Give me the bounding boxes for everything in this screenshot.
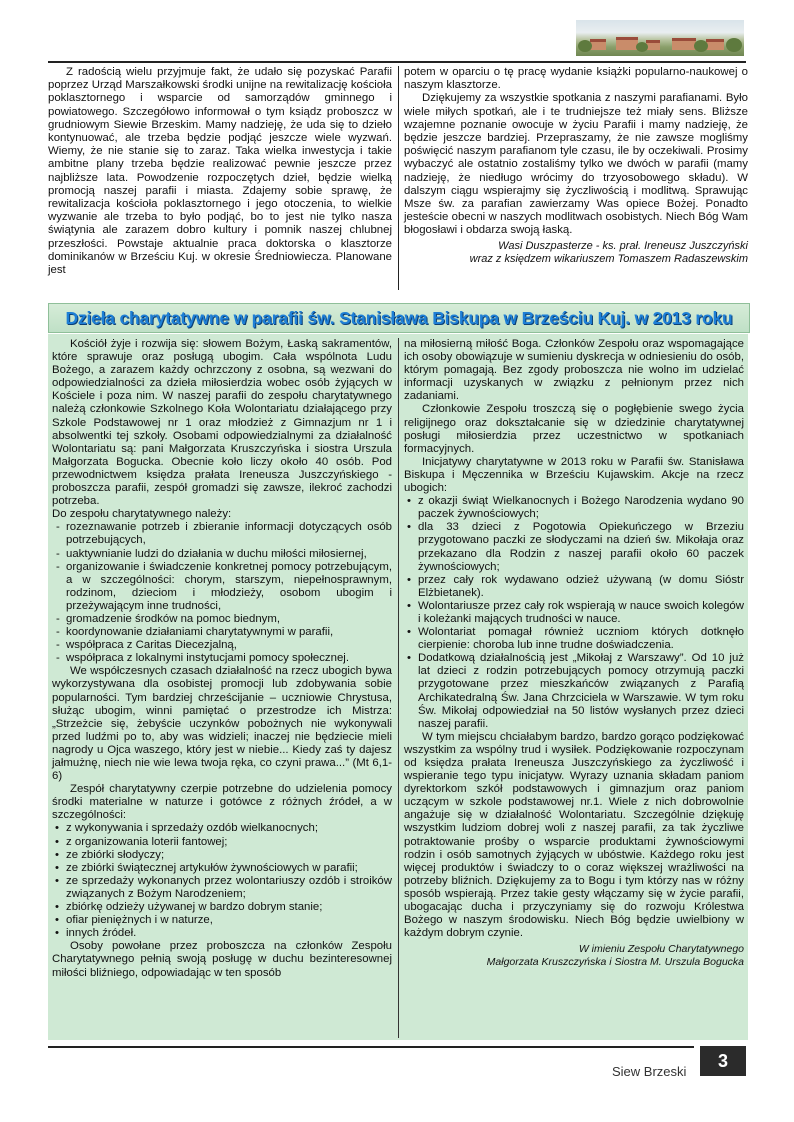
list-item: - uaktywnianie ludzi do działania w duchu miłości miłosiernej, bbox=[52, 548, 392, 561]
list-item: • z okazji świąt Wielkanocnych i Bożego Narodzenia wydano 90 paczek żywnościowych; bbox=[404, 495, 744, 521]
signature-line: Małgorzata Kruszczyńska i Siostra M. Urszula Bogucka bbox=[486, 955, 744, 968]
signature-line: Wasi Duszpasterze - ks. prał. Ireneusz Juszczyński bbox=[498, 239, 748, 252]
list-item: - współpraca z Caritas Diecezjalną, bbox=[52, 639, 392, 652]
list-item: • zbiórkę odzieży używanej w bardzo dobrym stanie; bbox=[52, 901, 392, 914]
list-item: - organizowanie i świadczenie konkretnej pomocy potrzebującym, a w szczególności: chorym, starszym, niepełnosprawnym, rodzinom, dzieciom i młodzieży, osobom ubogim i przeżywającym inne trudności, bbox=[52, 561, 392, 613]
column-divider-article bbox=[398, 338, 399, 1038]
top-signature bbox=[404, 240, 748, 266]
duties-list bbox=[52, 521, 392, 665]
paragraph: Członkowie Zespołu troszczą się o pogłębienie swego życia religijnego oraz dokształcanie się w dziedzinie charytatywnej posługi miłosierdzia przez uczestnictwo w spotkaniach formacyjnych. bbox=[404, 403, 744, 455]
article-left-column bbox=[52, 338, 392, 980]
publication-name: Siew Brzeski bbox=[612, 1064, 687, 1079]
list-item: • ofiar pieniężnych i w naturze, bbox=[52, 914, 392, 927]
list-item: • dla 33 dzieci z Pogotowia Opiekuńczego w Brzeziu przygotowano paczki ze słodyczami na dzień św. Mikołaja oraz przekazano dla Rodzin z naszej parafii około 60 paczek żywnościowych; bbox=[404, 521, 744, 573]
signature-line: W imieniu Zespołu Charytatywnego bbox=[578, 943, 744, 956]
top-section bbox=[48, 66, 748, 290]
list-item: - koordynowanie działaniami charytatywnymi w parafii, bbox=[52, 626, 392, 639]
header-photo bbox=[576, 20, 744, 56]
paragraph: W tym miejscu chciałabym bardzo, bardzo gorąco podziękować wszystkim za wspólny trud i wysiłek. Podziękowanie rozpoczynam od księdza prałata Ireneusza Juszczyńskiego za życzliwość i wspieranie tego typu inicjatyw. Wyrazy uznania składam paniom dyrektorkom szkół podstawowych i gimnazjum oraz paniom uczącym w szkole podstawowej nr.1. Wiele z nich dobrowolnie angażuje się w działalność Wolontariatu. Szczególnie dziękuję wszystkim ludziom dobrej woli z naszej parafii, za tak życzliwe potraktowanie prośby o wsparcie produktami żywnościowymi rodzin i osób samotnych żyjących w ubóstwie. Każdego roku jest więcej produktów i świadczy to o coraz większej wrażliwości na potrzeby bliźnich. Dziękujemy za to Bogu i tym którzy nas w różny sposób wspierają. Przez takie gesty włączamy się w życie parafii, ubogacając ducha i przyczyniamy się do rozwoju Królestwa Bożego w naszym środowisku. Niech Bóg będzie uwielbiony w każdym dobrym czynie. bbox=[404, 730, 744, 940]
paragraph: Dziękujemy za wszystkie spotkania z naszymi parafianami. Było wiele miłych spotkań, ale i te trudniejsze też miały sens. Bliższe wzajemne poznanie owocuje w życiu Parafii i mamy nadzieję, że będzie jeszcze bardziej. Przepraszamy, że nie zawsze mogliśmy poświęcić naszym parafianom tyle czasu, ile by oczekiwali. Prosimy wybaczyć ale ostatnio zostaliśmy tylko we dwóch w parafii (mamy nadzieję, że niedługo wrócimy do trzyosobowego składu). W dalszym ciągu wspierajmy się życzliwością i modlitwą. Sprawując Msze św. za parafian zawierzamy Was opiece Bożej. Ponadto jesteście obecni w naszych modlitwach osobistych. Niech Bóg Wam błogosławi i obdarza swoją łaską. bbox=[404, 92, 748, 237]
header-rule bbox=[48, 61, 746, 63]
paragraph: potem w oparciu o tę pracę wydanie książki popularno-naukowej o naszym klasztorze. bbox=[404, 66, 748, 92]
list-item: • z wykonywania i sprzedaży ozdób wielkanocnych; bbox=[52, 822, 392, 835]
paragraph: na miłosierną miłość Boga. Członków Zespołu oraz wspomagające ich osoby obowiązuje w sumieniu dyskrecja w odniesieniu do osób, którym pomagają. Bez zgody proboszcza nie wolno im udzielać informacji uzyskanych w związku z pełnionym przez nich zadaniami. bbox=[404, 338, 744, 403]
paragraph: Zespół charytatywny czerpie potrzebne do udzielenia pomocy środki materialne w naturze i gotówce z różnych źródeł, a w szczególności: bbox=[52, 783, 392, 822]
article-title: Dzieła charytatywne w parafii św. Stanisława Biskupa w Brześciu Kuj. w 2013 roku bbox=[65, 307, 733, 328]
list-item: • Wolontariat pomagał również uczniom których dotknęło cierpienie: choroba lub inne trudne doświadczenia. bbox=[404, 626, 744, 652]
footer-rule bbox=[48, 1046, 694, 1048]
paragraph: Z radością wielu przyjmuje fakt, że udało się pozyskać Parafii poprzez Urząd Marszałkowski środki unijne na rewitalizację kościoła poklasztornego i wsparcie od samorządów gminnego i powiatowego. Szczegółowo informował o tym ksiądz proboszcz w grudniowym Siewie Brzeskim. Mamy nadzieję, że uda się to dzieło kontynuować, ale trzeba będzie podjąć jeszcze wiele wyzwań. Wiemy, że nie stanie się to zaraz. Taka wielka inwestycja i takie ambitne plany trzeba będzie realizować pewnie jeszcze przez najbliższe lata. Powodzenie rozpoczętych dzieł, będzie wielką promocją naszej parafii i miasta. Zdajemy sobie sprawę, że rewitalizacja kościoła poklasztornego i jego otoczenia, to wielkie wyzwanie ale trzeba to było podjąć, bo to jest nie tylko nasza świątynia ale zarazem dobro kultury i pomnik naszej chlubnej przeszłości. Powstaje aktualnie praca doktorska o klasztorze dominikanów w Brześciu Kuj. w okresie Średniowiecza. Planowane jest bbox=[48, 66, 392, 277]
list-item: • Wolontariusze przez cały rok wspierają w nauce swoich kolegów i koleżanki mających trudności w nauce. bbox=[404, 600, 744, 626]
list-intro: Do zespołu charytatywnego należy: bbox=[52, 508, 232, 521]
top-left-column bbox=[48, 66, 392, 277]
top-right-column bbox=[404, 66, 748, 266]
list-item: - gromadzenie środków na pomoc biednym, bbox=[52, 613, 392, 626]
list-item: - współpraca z lokalnymi instytucjami pomocy społecznej. bbox=[52, 652, 392, 665]
paragraph: We współczesnych czasach działalność na rzecz ubogich bywa wykorzystywana dla osobistej promocji lub zdobywania sobie popularności. Tym bardziej chrześcijanie – uczniowie Chrystusa, służąc ubogim, winni pamiętać o przestrodze ich Mistrza: „Strzeżcie się, żebyście uczynków pobożnych nie wykonywali przed ludźmi po to, aby was widzieli; inaczej nie będziecie mieli nagrody u Ojca waszego, który jest w niebie... Kiedy zaś ty dajesz jałmużnę, niech nie wie lewa twoja ręka, co czyni prawa...” (Mt 6,1-6) bbox=[52, 665, 392, 783]
list-item: • ze sprzedaży wykonanych przez wolontariuszy ozdób i stroików związanych z Bożym Narodzeniem; bbox=[52, 875, 392, 901]
paragraph: Kościół żyje i rozwija się: słowem Bożym, Łaską sakramentów, które sprawuje oraz posługą ubogim. Cała wspólnota Ludu Bożego, a zarazem każdy ochrzczony z osobna, są wezwani do odpowiedzialności za dzieła miłosierdzia wobec osób żyjących w Kościele i poza nim. W naszej parafii do zespołu charytatywnego należą członkowie Szkolnego Koła Wolontariatu działającego przy Szkole Podstawowej nr 1 oraz młodzież z Gimnazjum nr 1 i absolwentki tej szkoły. Osobami odpowiedzialnymi za działalność Wolontariatu są: pani Małgorzata Kruszczyńska i siostra Urszula Małgorzata Bogucka. Obecnie koło liczy około 40 osób. Pod przewodnictwem księdza prałata Ireneusza Juszczyńskiego - proboszcza parafii, zespół gromadzi się zawsze, ilekroć zachodzi potrzeba. bbox=[52, 338, 392, 508]
list-item: - rozeznawanie potrzeb i zbieranie informacji dotyczących osób potrzebujących, bbox=[52, 521, 392, 547]
initiatives-list bbox=[404, 495, 744, 731]
paragraph: Inicjatywy charytatywne w 2013 roku w Parafii św. Stanisława Biskupa i Męczennika w Brześciu Kujawskim. Akcje na rzecz ubogich: bbox=[404, 455, 744, 495]
page-number: 3 bbox=[700, 1046, 746, 1076]
list-item: • innych źródeł. bbox=[52, 927, 392, 940]
list-item: • Dodatkową działalnością jest „Mikołaj z Warszawy”. Od 10 już lat dzieci z rodzin potrzebujących pomocy otrzymują paczki przygotowane przez mieszkańców związanych z Parafią Archikatedralną Św. Jana Chrzciciela w Warszawie. W tym roku Św. Mikołaj odpowiedział na 50 listów wysłanych przez dzieci naszej parafii. bbox=[404, 652, 744, 731]
sources-list bbox=[52, 822, 392, 940]
list-item: • z organizowania loterii fantowej; bbox=[52, 836, 392, 849]
list-item: • ze zbiórki słodyczy; bbox=[52, 849, 392, 862]
signature-line: wraz z księdzem wikariuszem Tomaszem Radaszewskim bbox=[469, 252, 748, 265]
article-signature bbox=[404, 943, 744, 968]
list-item: • przez cały rok wydawano odzież używaną (w domu Sióstr Elżbietanek). bbox=[404, 574, 744, 600]
article-title-box bbox=[48, 303, 750, 333]
article-right-column bbox=[404, 338, 744, 968]
paragraph: Osoby powołane przez proboszcza na członków Zespołu Charytatywnego pełnią swoją posługę w duchu bezinteresownej miłości bliźniego, odpowiadając w ten sposób bbox=[52, 940, 392, 979]
list-item: • ze zbiórki świątecznej artykułów żywnościowych w parafii; bbox=[52, 862, 392, 875]
